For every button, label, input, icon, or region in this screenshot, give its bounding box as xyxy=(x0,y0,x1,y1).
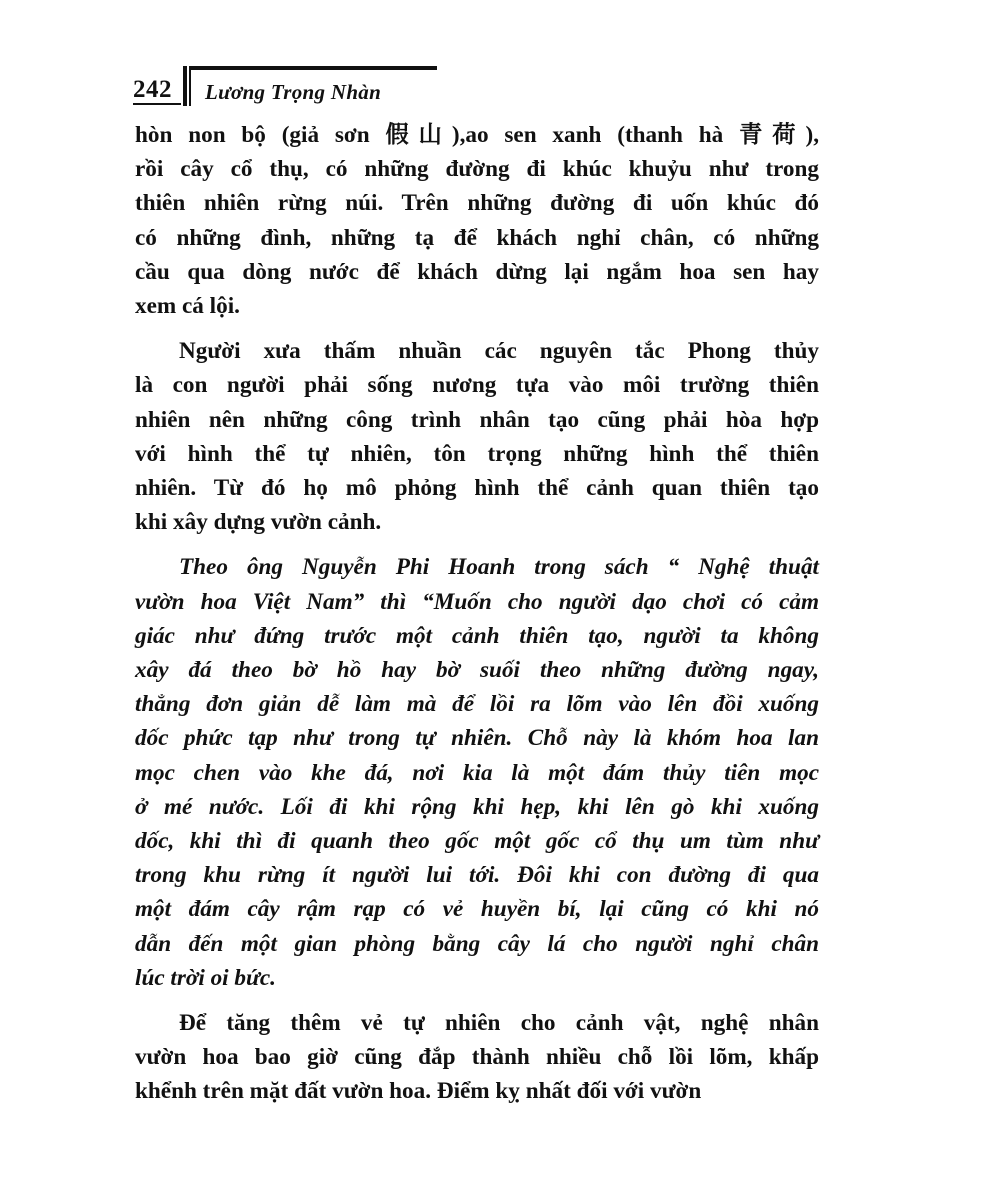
text-line: dốc, khi thì đi quanh theo gốc một gốc cổ thụ um tùm như xyxy=(135,828,819,855)
text-line: là con người phải sống nương tựa vào môi trường thiên xyxy=(135,372,819,399)
paragraph xyxy=(135,1006,819,1109)
text-line: một đám cây rậm rạp có vẻ huyền bí, lại cũng có khi nó xyxy=(135,896,819,923)
text-line: có những đình, những tạ để khách nghỉ chân, có những xyxy=(135,224,819,251)
text-line: cầu qua dòng nước để khách dừng lại ngắm hoa sen hay xyxy=(135,258,819,285)
text-line: thiên nhiên rừng núi. Trên những đường đi uốn khúc đó xyxy=(135,190,819,217)
text-line: dốc phức tạp như trong tự nhiên. Chỗ này là khóm hoa lan xyxy=(135,725,819,752)
text-line: trong khu rừng ít người lui tới. Đôi khi con đường đi qua xyxy=(135,862,819,889)
text-line: rồi cây cổ thụ, có những đường đi khúc khuỷu như trong xyxy=(135,156,819,183)
text-line: Người xưa thấm nhuần các nguyên tắc Phong thủy xyxy=(179,338,819,365)
page-header xyxy=(133,62,438,106)
header-vertical-rule-thin xyxy=(189,66,191,106)
text-line: dẫn đến một gian phòng bằng cây lá cho người nghỉ chân xyxy=(135,930,819,957)
text-line: vườn hoa Việt Nam” thì “Muốn cho người dạo chơi có cảm xyxy=(135,588,819,615)
paragraph xyxy=(135,118,819,323)
text-line: xây đá theo bờ hồ hay bờ suối theo những đường ngay, xyxy=(135,657,819,684)
text-line: ở mé nước. Lối đi khi rộng khi hẹp, khi lên gò khi xuống xyxy=(135,793,819,820)
header-vertical-rule xyxy=(183,66,187,106)
text-line: lúc trời oi bức. xyxy=(135,964,276,991)
text-line: vườn hoa bao giờ cũng đắp thành nhiều chỗ lồi lõm, khấp xyxy=(135,1044,819,1071)
text-line: xem cá lội. xyxy=(135,293,240,320)
running-title: Lương Trọng Nhàn xyxy=(205,80,382,104)
text-line: khểnh trên mặt đất vườn hoa. Điểm kỵ nhất đối với vườn xyxy=(135,1078,702,1105)
text-line: hòn non bộ (giả sơn 假山),ao sen xanh (thanh hà 青荷), xyxy=(135,122,819,148)
text-line: thẳng đơn giản dễ làm mà để lồi ra lõm vào lên đồi xuống xyxy=(135,691,819,718)
text-line: với hình thể tự nhiên, tôn trọng những hình thể thiên xyxy=(135,440,819,467)
text-line: Theo ông Nguyễn Phi Hoanh trong sách “ Nghệ thuật xyxy=(179,554,819,581)
text-line: giác như đứng trước một cảnh thiên tạo, người ta không xyxy=(135,622,819,649)
text-line: khi xây dựng vườn cảnh. xyxy=(135,509,382,536)
text-line: nhiên. Từ đó họ mô phỏng hình thể cảnh quan thiên tạo xyxy=(135,475,819,502)
paragraph xyxy=(135,550,819,995)
page-number-underline xyxy=(133,103,181,105)
body-text xyxy=(135,118,819,1109)
text-line: mọc chen vào khe đá, nơi kia là một đám thủy tiên mọc xyxy=(135,759,819,786)
text-line: Để tăng thêm vẻ tự nhiên cho cảnh vật, nghệ nhân xyxy=(179,1010,819,1037)
header-top-rule xyxy=(189,66,437,70)
text-line: nhiên nên những công trình nhân tạo cũng phải hòa hợp xyxy=(135,406,819,433)
page-number: 242 xyxy=(133,76,172,103)
paragraph xyxy=(135,334,819,539)
